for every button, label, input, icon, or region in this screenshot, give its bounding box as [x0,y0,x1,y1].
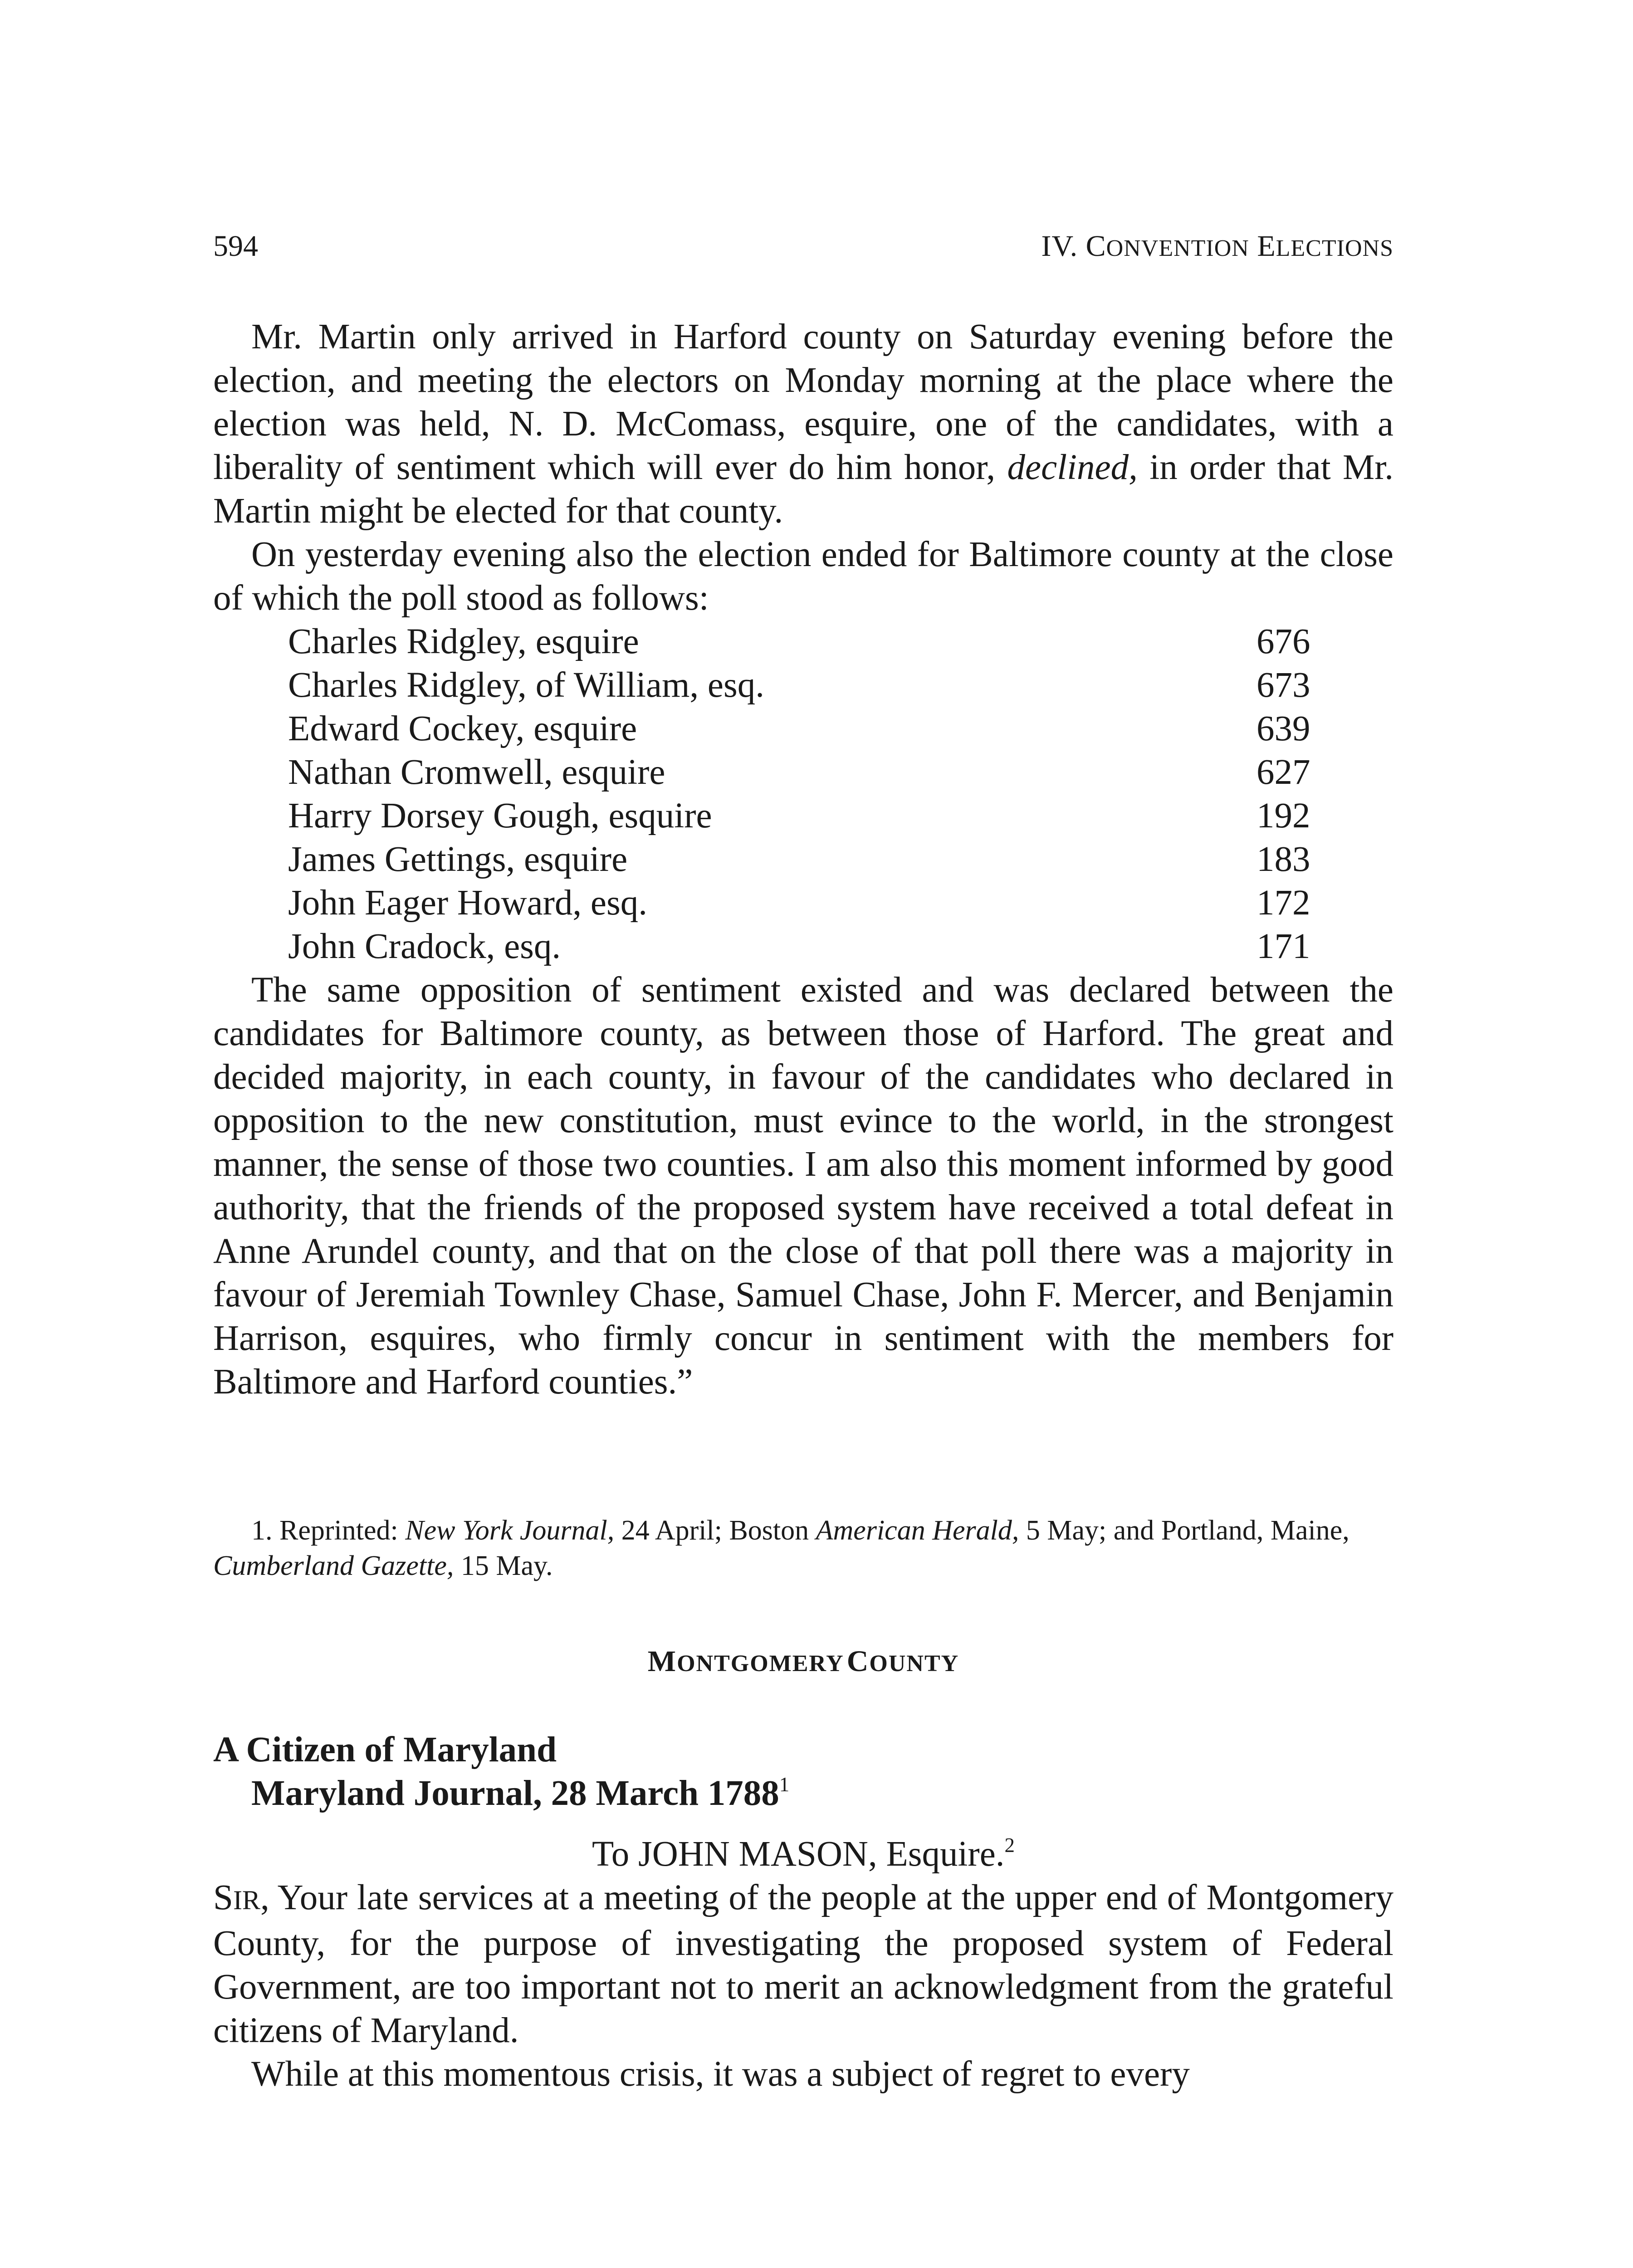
source-text: Maryland Journal, 28 March 1788 [251,1774,779,1813]
main-text [213,315,1393,1404]
lead-rest: IR [233,1885,260,1915]
footnote-text: 5 May; and Portland, Maine, [1019,1515,1349,1546]
heading-initial: C [846,1645,870,1678]
running-head-initial: E [1257,230,1276,263]
vote-count: 627 [1257,753,1310,792]
salutation-text: To JOHN MASON, Esquire. [592,1834,1005,1874]
document-source [251,1772,1340,1815]
candidate-name: Charles Ridgley, of William, esq. [288,665,764,705]
footnote-text: 15 May. [454,1550,553,1581]
running-head [1041,226,1394,269]
note-reference: 2 [1004,1834,1015,1857]
poll-row [213,664,1393,707]
poll-row [213,620,1393,664]
poll-row [213,751,1393,794]
poll-row [213,707,1393,751]
italic-word: declined, [1007,448,1138,487]
paragraph [213,1876,1393,2053]
vote-count: 183 [1257,840,1310,879]
footnote-text: 1. Reprinted: [251,1515,406,1546]
salutation [213,1833,1393,1876]
running-head-rest: LECTIONS [1276,235,1393,261]
note-reference: 1 [779,1773,790,1796]
poll-row [213,925,1393,968]
vote-count: 676 [1257,622,1310,661]
footnote-italic: Cumberland Gazette, [213,1550,454,1581]
paragraph: The same opposition of sentiment existed and was declared between the candidates for Baltimore county, as between those of Harford. The great and decided majority, in each county, in favour of the candidates who declared in opposition to the new constitution, must evince to the world, in the strongest manner, the sense of those two counties. I am also this moment informed by good authority, that the friends of the proposed system have received a total defeat in Anne Arundel county, and that on the close of that poll there was a majority in favour of Jeremiah Townley Chase, Samuel Chase, John F. Mercer, and Benjamin Harrison, esquires, who firmly concur in sentiment with the members for Baltimore and Harford counties.” [213,970,1393,1402]
candidate-name: Nathan Cromwell, esquire [288,753,665,792]
letter-text [213,1876,1393,2096]
footnote-italic: New York Journal, [405,1515,615,1546]
document-author: A Citizen of Maryland [213,1730,557,1769]
running-head-rest: ONVENTION [1106,235,1249,261]
candidate-name: John Cradock, esq. [288,927,561,966]
paragraph: On yesterday evening also the election ended for Baltimore county at the close of which the poll stood as follows: [213,535,1393,618]
heading-rest: OUNTY [869,1651,959,1677]
page-number: 594 [213,230,258,263]
footnote-italic: American Herald, [816,1515,1019,1546]
heading-rest: ONTGOMERY [677,1651,844,1677]
footnote [213,1513,1393,1584]
page-header [213,226,1393,267]
candidate-name: Edward Cockey, esquire [288,709,637,748]
paragraph-text: in order that Mr. Martin might be elected for that county. [213,448,1393,531]
vote-count: 639 [1257,709,1310,748]
paragraph: While at this momentous crisis, it was a subject of regret to every [251,2054,1190,2094]
vote-count: 172 [1257,883,1310,923]
poll-results-list [213,620,1393,968]
candidate-name: Charles Ridgley, esquire [288,622,639,661]
vote-count: 192 [1257,796,1310,836]
candidate-name: James Gettings, esquire [288,840,628,879]
paragraph-text: , Your late services at a meeting of the people at the upper end of Montgomery County, for the purpose of investigating the proposed system of Federal Government, are too important not to merit an acknowledgment from the grateful citizens of Maryland. [213,1878,1393,2050]
poll-row [213,838,1393,881]
paragraph-text: Mr. Martin only arrived in Harford county on Saturday evening before the election, and meeting the electors on Monday morning at the place where the election was held, N. D. McComass, esquire, one of the candidates, with a liberality of sentiment which will ever do him honor, [213,317,1393,487]
poll-row [213,794,1393,838]
running-head-initial: C [1085,230,1106,263]
section-heading [213,1644,1393,1679]
footnote-text: 24 April; Boston [614,1515,816,1546]
candidate-name: Harry Dorsey Gough, esquire [288,796,712,836]
poll-row [213,881,1393,925]
lead-initial: S [213,1878,233,1917]
candidate-name: John Eager Howard, esq. [288,883,647,923]
vote-count: 673 [1257,665,1310,705]
heading-initial: M [647,1645,677,1678]
paragraph [213,315,1393,533]
vote-count: 171 [1257,927,1310,966]
running-head-roman: IV. [1041,230,1078,263]
